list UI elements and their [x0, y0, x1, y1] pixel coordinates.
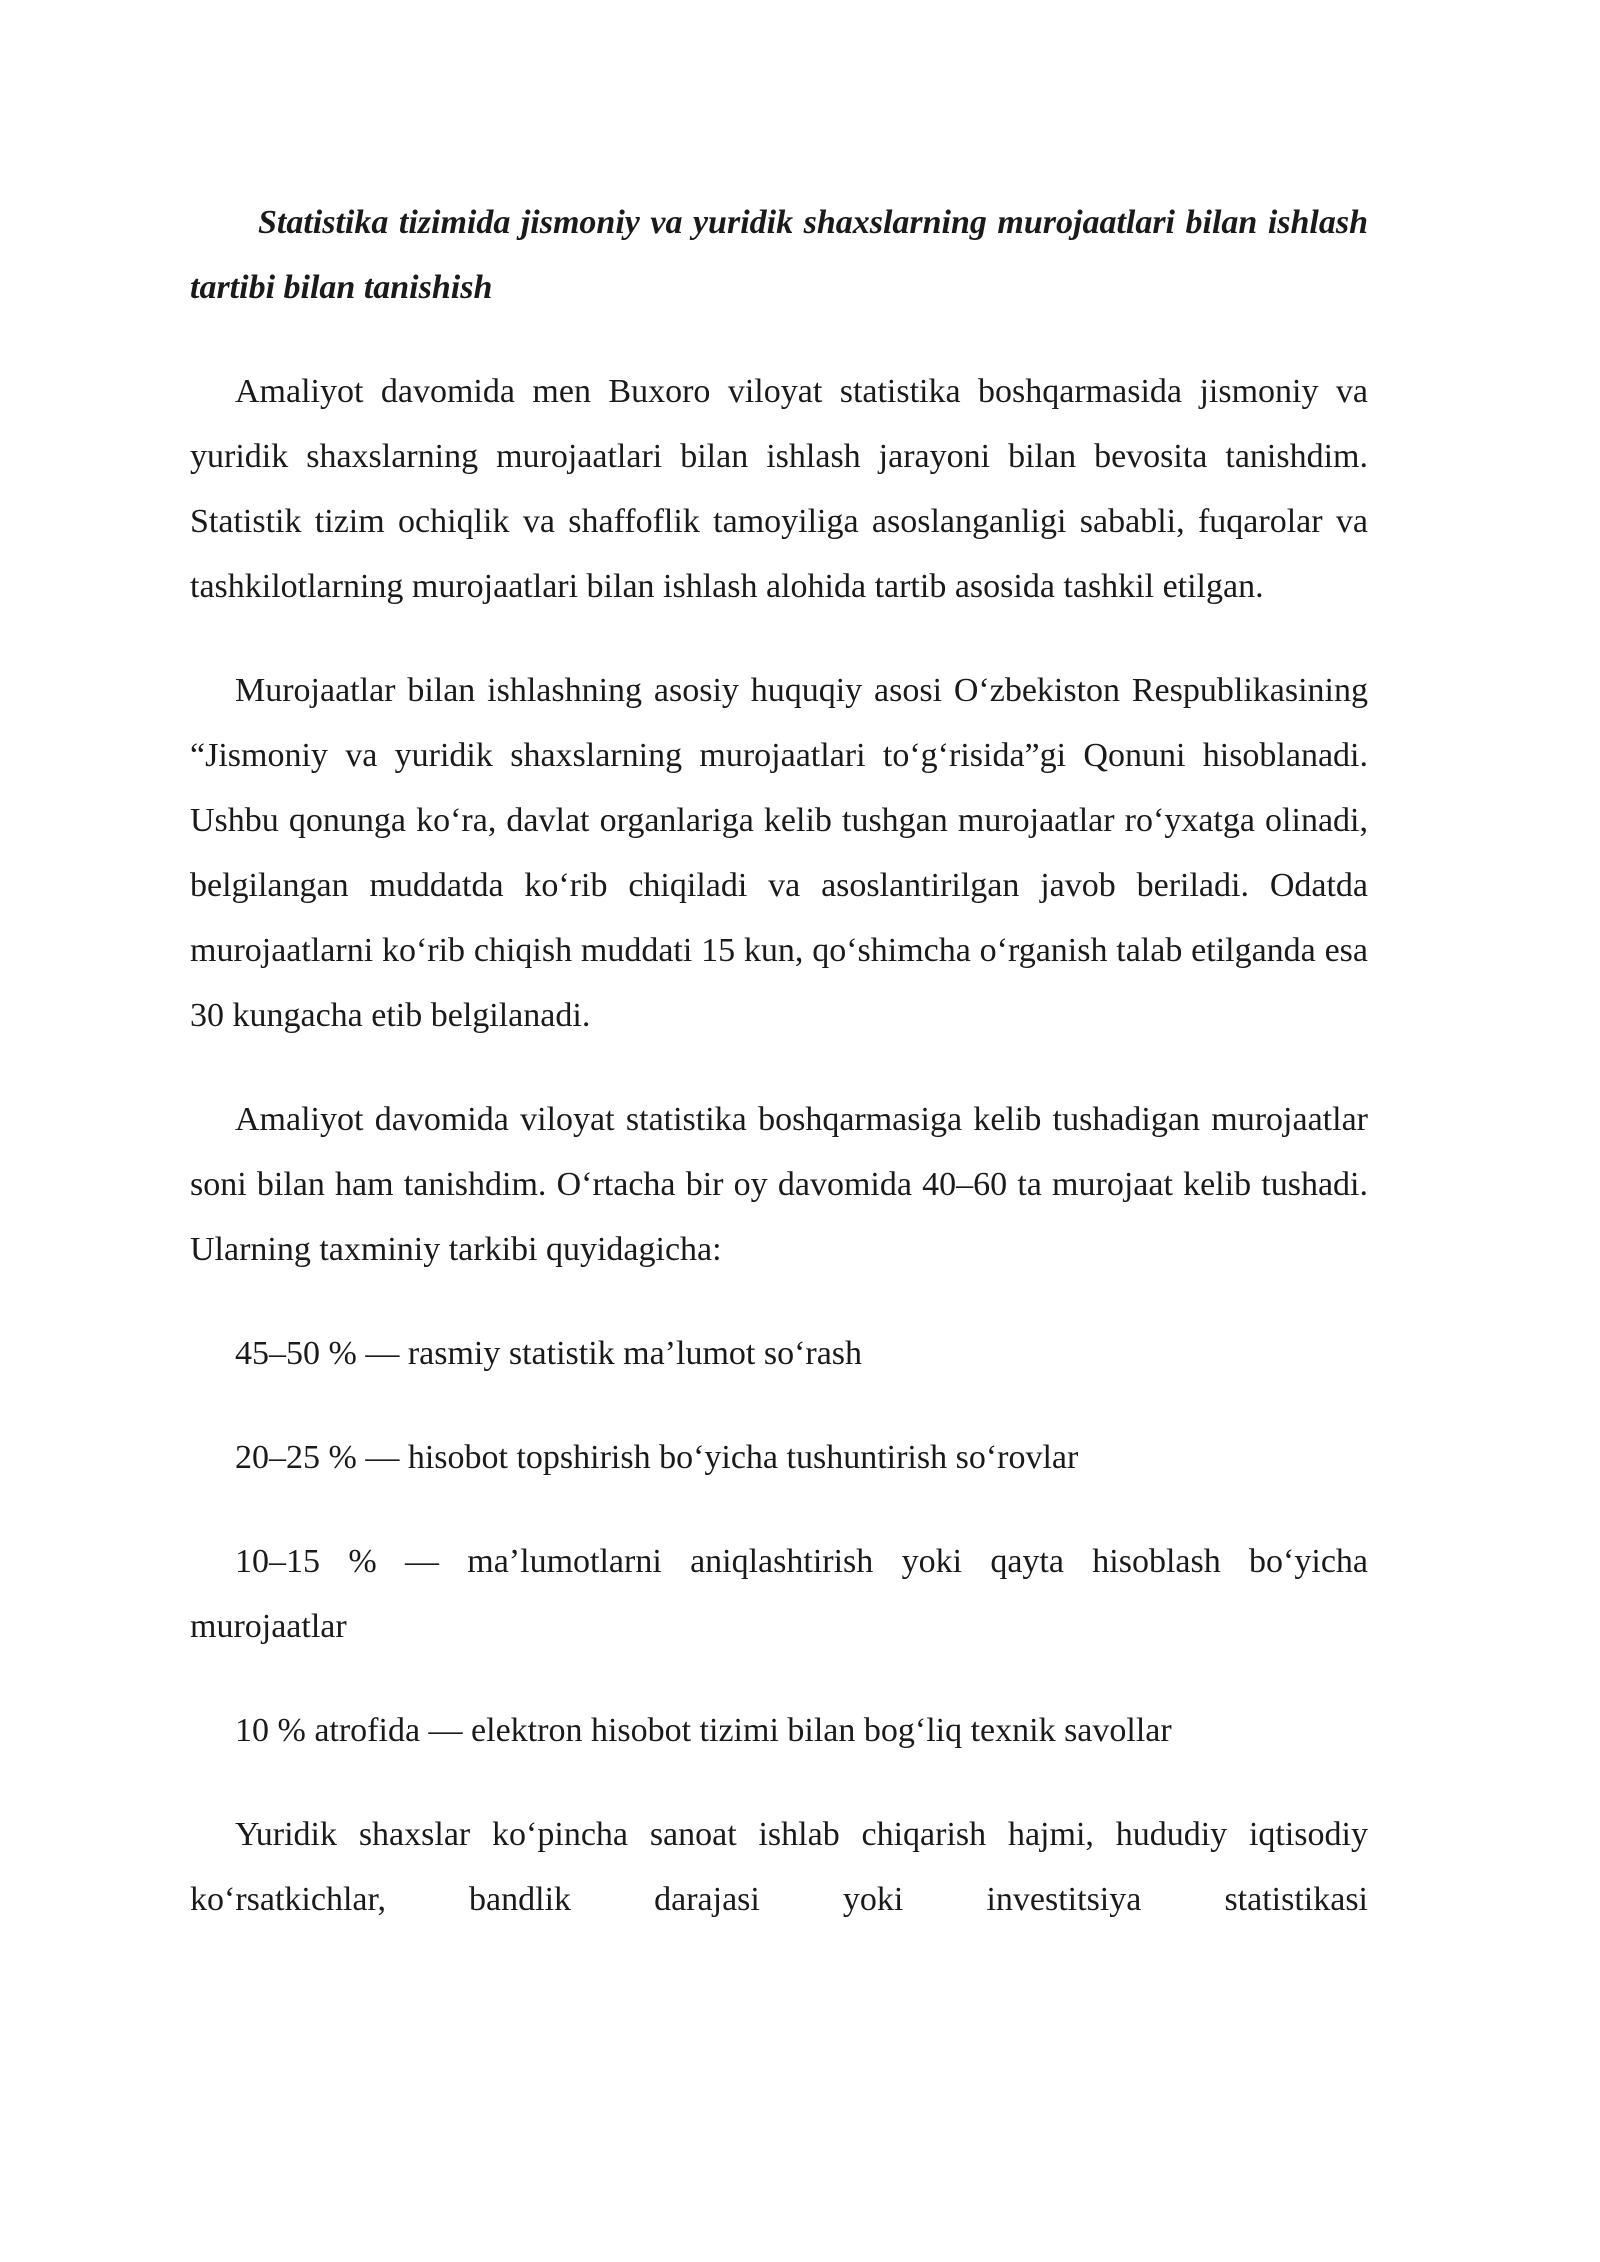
paragraph-legal-basis: Murojaatlar bilan ishlashning asosiy huquqiy asosi O‘zbekiston Respublikasining “Jismoniy va yuridik shaxslarning murojaatlari to‘g‘risida”gi Qonuni hisoblanadi. Ushbu qonunga ko‘ra, davlat organlariga kelib tushgan murojaatlar ro‘yxatga olinadi, belgilangan muddatda ko‘rib chiqiladi va asoslantirilgan javob beriladi. Odatda murojaatlarni ko‘rib chiqish muddati 15 kun, qo‘shimcha o‘rganish talab etilganda esa 30 kungacha etib belgilanadi.	[190, 672, 1368, 1034]
paragraph-request-count: Amaliyot davomida viloyat statistika boshqarmasiga kelib tushadigan murojaatlar soni bilan ham tanishdim. O‘rtacha bir oy davomida 40–60 ta murojaat kelib tushadi. Ularning taxminiy tarkibi quyidagicha:	[190, 1101, 1368, 1268]
list-item: 10–15 % — ma’lumotlarni aniqlashtirish yoki qayta hisoblash bo‘yicha murojaatlar	[190, 1543, 1368, 1645]
document-title: Statistika tizimida jismoniy va yuridik shaxslarning murojaatlari bilan ishlash tartibi bilan tanishish	[190, 204, 1368, 306]
paragraph-intro: Amaliyot davomida men Buxoro viloyat statistika boshqarmasida jismoniy va yuridik shaxslarning murojaatlari bilan ishlash jarayoni bilan bevosita tanishdim. Statistik tizim ochiqlik va shaffoflik tamoyiliga asoslanganligi sababli, fuqarolar va tashkilotlarning murojaatlari bilan ishlash alohida tartib asosida tashkil etilgan.	[190, 373, 1368, 605]
list-item: 10 % atrofida — elektron hisobot tizimi bilan bog‘liq texnik savollar	[235, 1712, 1172, 1749]
document-page	[190, 190, 1368, 1971]
list-item: 45–50 % — rasmiy statistik ma’lumot so‘rash	[235, 1335, 863, 1372]
paragraph-closing: Yuridik shaxslar ko‘pincha sanoat ishlab chiqarish hajmi, hududiy iqtisodiy ko‘rsatkichlar, bandlik darajasi yoki investitsiya statistikasi	[190, 1816, 1368, 1918]
list-item: 20–25 % — hisobot topshirish bo‘yicha tushuntirish so‘rovlar	[235, 1439, 1079, 1476]
